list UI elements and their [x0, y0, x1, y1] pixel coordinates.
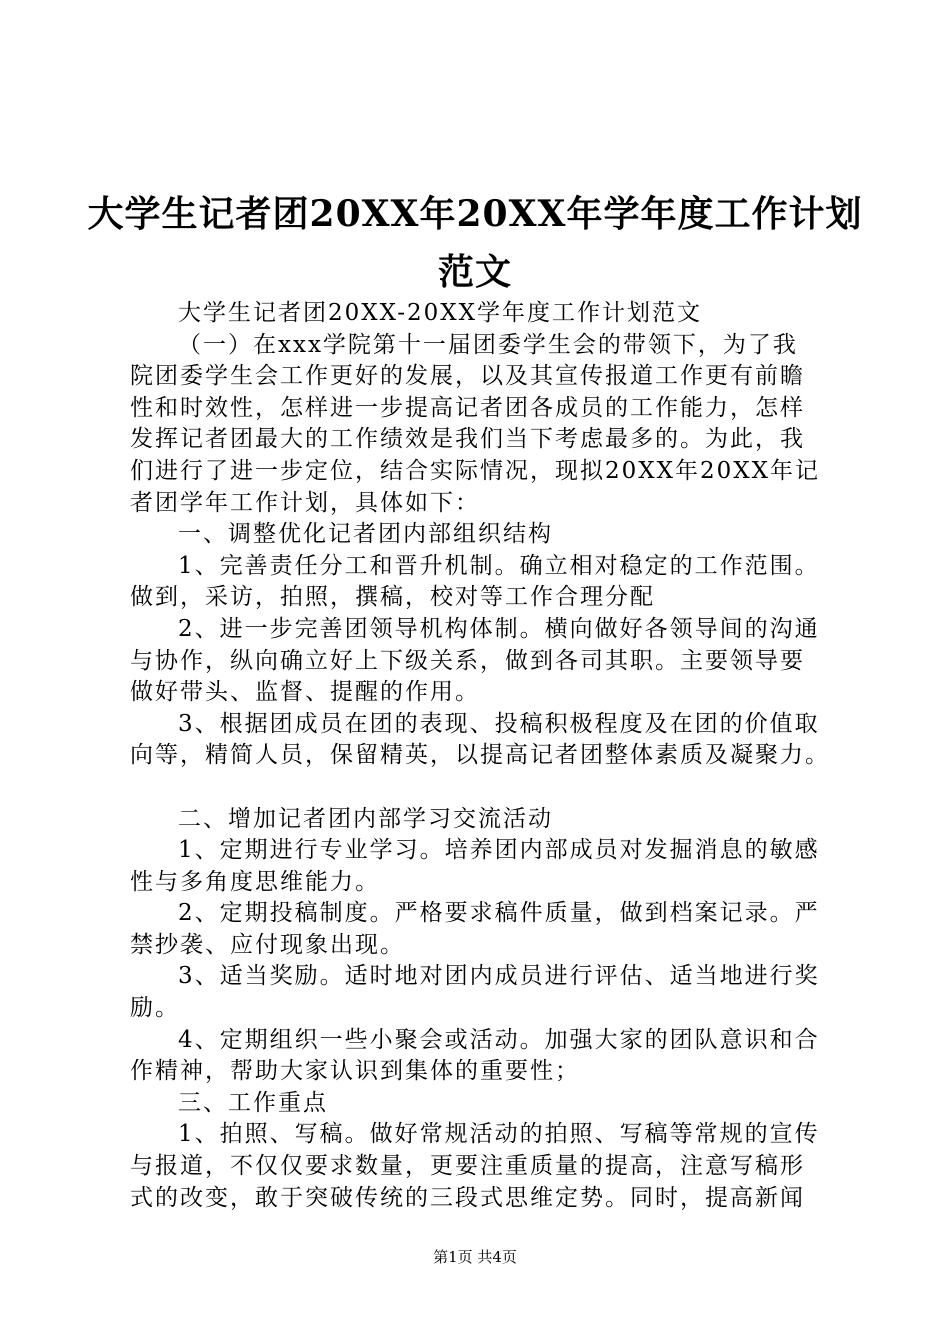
paragraph-line: 4、定期组织一些小聚会或活动。加强大家的团队意识和合 — [178, 1026, 820, 1053]
paragraph-line: 励。 — [130, 995, 180, 1022]
blank-line — [130, 772, 835, 804]
paragraph-line: 向等，精简人员，保留精英，以提高记者团整体素质及凝聚力。 — [130, 742, 830, 769]
paragraph-line: 性和时效性，怎样进一步提高记者团各成员的工作能力，怎样 — [130, 394, 805, 421]
paragraph-line: 二、增加记者团内部学习交流活动 — [178, 805, 553, 832]
paragraph-line: 3、根据团成员在团的表现、投稿积极程度及在团的价值取 — [178, 710, 820, 737]
paragraph-line: 式的改变，敢于突破传统的三段式思维定势。同时，提高新闻 — [130, 1184, 805, 1211]
document-body — [130, 298, 835, 1214]
paragraph-line: 发挥记者团最大的工作绩效是我们当下考虑最多的。为此，我 — [130, 426, 805, 453]
paragraph-line: 禁抄袭、应付现象出现。 — [130, 931, 405, 958]
paragraph-line: （一）在xxx学院第十一届团委学生会的带领下，为了我 — [178, 331, 798, 358]
paragraph-line: 1、完善责任分工和晋升机制。确立相对稳定的工作范围。 — [178, 552, 820, 579]
title-line: 大学生记者团20XX年20XX年学年度工作计划 — [87, 193, 863, 235]
paragraph-line: 三、工作重点 — [178, 1089, 328, 1116]
title-line: 范文 — [437, 251, 512, 293]
paragraph-line: 院团委学生会工作更好的发展，以及其宣传报道工作更有前瞻 — [130, 363, 805, 390]
paragraph-line: 1、拍照、写稿。做好常规活动的拍照、写稿等常规的宣传 — [178, 1121, 820, 1148]
page-footer: 第1页 共4页 — [433, 1248, 517, 1266]
paragraph-line: 2、定期投稿制度。严格要求稿件质量，做到档案记录。严 — [178, 900, 820, 927]
paragraph-line: 作精神，帮助大家认识到集体的重要性； — [130, 1058, 580, 1085]
document-title — [0, 185, 950, 301]
paragraph-line: 做到，采访，拍照，撰稿，校对等工作合理分配 — [130, 584, 655, 611]
paragraph-line: 2、进一步完善团领导机构体制。横向做好各领导间的沟通 — [178, 615, 820, 642]
paragraph-line: 与报道，不仅仅要求数量，更要注重质量的提高，注意写稿形 — [130, 1153, 805, 1180]
paragraph-line: 大学生记者团20XX-20XX学年度工作计划范文 — [178, 300, 702, 326]
paragraph-line: 一、调整优化记者团内部组织结构 — [178, 521, 553, 548]
paragraph-line: 3、适当奖励。适时地对团内成员进行评估、适当地进行奖 — [178, 963, 820, 990]
paragraph-line: 与协作，纵向确立好上下级关系，做到各司其职。主要领导要 — [130, 647, 805, 674]
paragraph-line: 1、定期进行专业学习。培养团内部成员对发掘消息的敏感 — [178, 837, 820, 864]
paragraph-line: 们进行了进一步定位，结合实际情况，现拟20XX年20XX年记 — [130, 457, 821, 484]
paragraph-line: 者团学年工作计划，具体如下： — [130, 489, 480, 516]
paragraph-line: 性与多角度思维能力。 — [130, 868, 380, 895]
paragraph-line: 做好带头、监督、提醒的作用。 — [130, 679, 480, 706]
